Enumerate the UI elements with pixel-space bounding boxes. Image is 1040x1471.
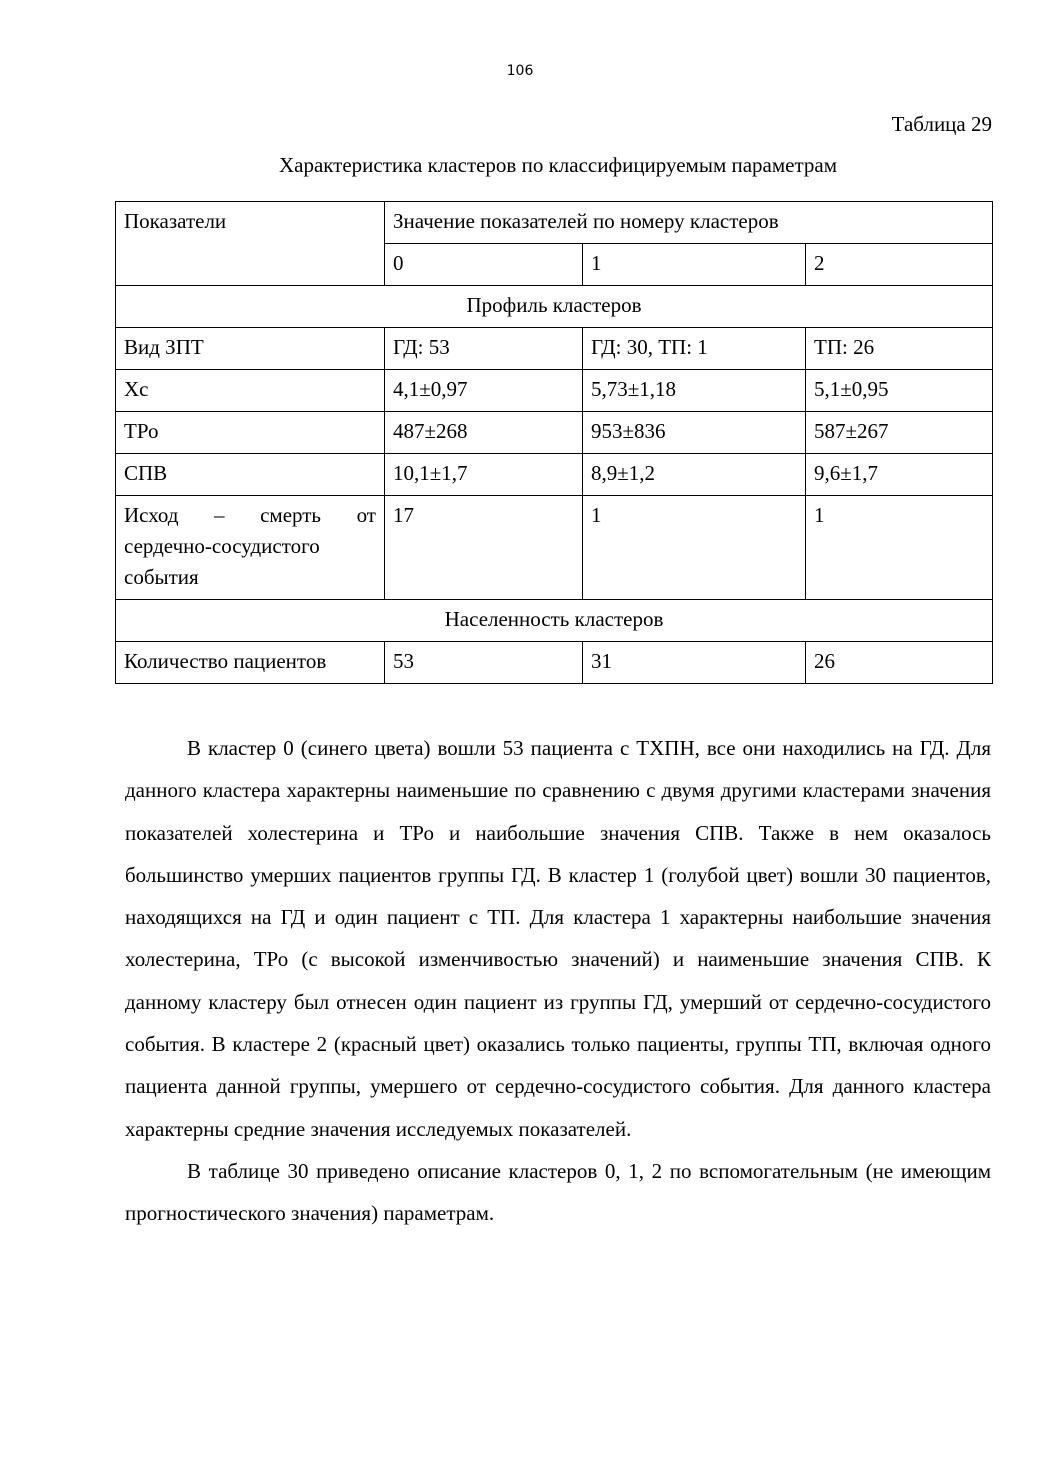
outcome-label-rest: сердечно-сосудистого события: [124, 534, 320, 589]
row-label: ТРо: [116, 412, 385, 454]
header-indicators: Показатели: [116, 202, 385, 286]
table-row: [116, 454, 993, 496]
row-label: Количество пациентов: [116, 642, 385, 684]
table-cell: ТП: 26: [806, 328, 993, 370]
section-row-profile: [116, 286, 993, 328]
clusters-table: [115, 201, 993, 684]
table-cell: 53: [385, 642, 583, 684]
body-text: [125, 727, 991, 1235]
table-cell: 487±268: [385, 412, 583, 454]
outcome-word: Исход: [124, 503, 179, 527]
row-label: СПВ: [116, 454, 385, 496]
section-profile: Профиль кластеров: [116, 286, 993, 328]
table-cell: 1: [583, 496, 806, 600]
table-header-row: [116, 202, 993, 244]
table-row: [116, 412, 993, 454]
header-values: Значение показателей по номеру кластеров: [385, 202, 993, 244]
outcome-word: –: [214, 503, 225, 527]
row-label: Вид ЗПТ: [116, 328, 385, 370]
table-row: [116, 328, 993, 370]
table-cell: 953±836: [583, 412, 806, 454]
section-row-population: [116, 600, 993, 642]
row-label-outcome: [116, 496, 385, 600]
table-cell: 587±267: [806, 412, 993, 454]
cluster-id: 2: [806, 244, 993, 286]
table-cell: 9,6±1,7: [806, 454, 993, 496]
table-row-outcome: [116, 496, 993, 600]
table-cell: 5,1±0,95: [806, 370, 993, 412]
paragraph: В кластер 0 (синего цвета) вошли 53 пациента с ТХПН, все они находились на ГД. Для данного кластера характерны наименьшие по сравнению с двумя другими кластерами значения показателей холестерина и ТРо и наибольшие значения СПВ. Также в нем оказалось большинство умерших пациентов группы ГД. В кластер 1 (голубой цвет) вошли 30 пациентов, находящихся на ГД и один пациент с ТП. Для кластера 1 характерны наибольшие значения холестерина, ТРо (с высокой изменчивостью значений) и наименьшие значения СПВ. К данному кластеру был отнесен один пациент из группы ГД, умерший от сердечно-сосудистого события. В кластере 2 (красный цвет) оказались только пациенты, группы ТП, включая одного пациента данной группы, умершего от сердечно-сосудистого события. Для данного кластера характерны средние значения исследуемых показателей.: [125, 736, 991, 1141]
outcome-word: от: [356, 503, 376, 527]
paragraph: В таблице 30 приведено описание кластеров 0, 1, 2 по вспомогательным (не имеющим прогностического значения) параметрам.: [125, 1158, 991, 1226]
table-cell: 10,1±1,7: [385, 454, 583, 496]
table-cell: ГД: 53: [385, 328, 583, 370]
page-number: 106: [506, 63, 534, 79]
table-title: Характеристика кластеров по классифицируемым параметрам: [278, 153, 838, 177]
table-number: Таблица 29: [891, 112, 992, 136]
table-row-count: [116, 642, 993, 684]
outcome-word: смерть: [260, 503, 322, 527]
cluster-id: 0: [385, 244, 583, 286]
table-cell: 5,73±1,18: [583, 370, 806, 412]
table-cell: 31: [583, 642, 806, 684]
row-label: Хс: [116, 370, 385, 412]
table-cell: 17: [385, 496, 583, 600]
outcome-label-first-line: [124, 500, 376, 531]
table-row: [116, 370, 993, 412]
cluster-id: 1: [583, 244, 806, 286]
table-cell: 1: [806, 496, 993, 600]
table-cell: 8,9±1,2: [583, 454, 806, 496]
section-population: Населенность кластеров: [116, 600, 993, 642]
table-cell: ГД: 30, ТП: 1: [583, 328, 806, 370]
table-cell: 26: [806, 642, 993, 684]
table-cell: 4,1±0,97: [385, 370, 583, 412]
